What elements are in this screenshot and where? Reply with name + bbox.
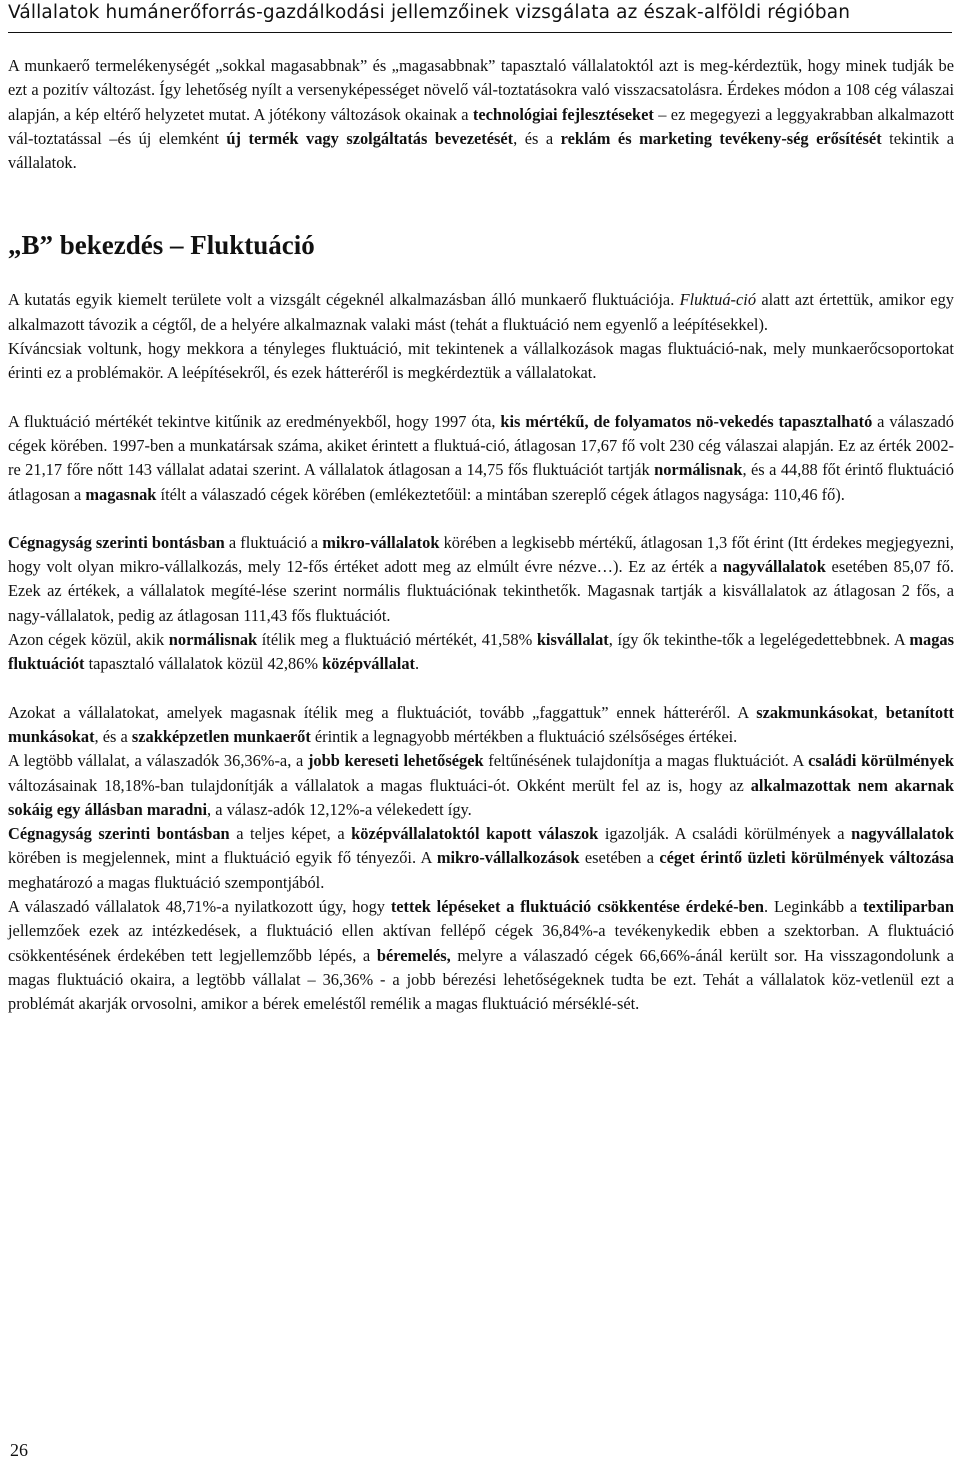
paragraph-text: körében a legkisebb mértékű, átlagosan 1,3 főt érint (Itt érdekes megjegyezni, hogy volt olyan mikro-vállalkozás, mely 12-fős értéket adott meg az elmúlt évre nézve…). Ez az érték a	[8, 532, 954, 577]
paragraph	[8, 54, 954, 175]
paragraph	[8, 288, 954, 337]
bold-text: tettek lépéseket a fluktuáció csökkentése érdeké-ben	[390, 897, 765, 917]
bold-text: betanított munkásokat	[8, 702, 954, 746]
paragraph-text: , és a 44,88 főt érintő fluktuáció átlagosan a	[8, 460, 954, 504]
paragraph	[8, 895, 954, 1016]
bold-text: kis mértékű, de folyamatos nö-vekedés tapasztalható	[500, 411, 873, 431]
paragraph-text: . Leginkább a	[764, 897, 863, 917]
paragraph-text: a fluktuáció a	[224, 532, 323, 552]
paragraph-text: a válaszadó cégek körében. 1997-ben a munkatársak száma, akiket érintett a fluktuá-ció, átlagosan 17,67 fő volt 230 cég válaszai alapján. Ez az érték 2002-re 21,17 főre nőtt 143 vállalat adatai szerint. A vállalatok átlagosan a 14,75 fős fluktuációt tartják	[8, 411, 954, 480]
paragraph-text: – ez megegyezi a leggyakrabban alkalmazott vál-toztatással –és új elemként	[8, 104, 955, 148]
paragraph-text: ítélik meg a fluktuáció mértékét, 41,58%	[257, 630, 537, 650]
paragraph-text: A válaszadó vállalatok 48,71%-a nyilatkozott úgy, hogy	[8, 897, 391, 917]
bold-text: béremelés,	[376, 945, 451, 965]
bold-text: magas fluktuációt	[8, 630, 954, 674]
bold-text: családi körülmények	[808, 751, 954, 771]
paragraph	[8, 337, 954, 386]
paragraph-text: tekintik a vállalatok.	[8, 128, 955, 173]
paragraph	[8, 628, 954, 677]
paragraph-text: a teljes képet, a	[229, 824, 352, 844]
bold-text: középvállalatoktól kapott válaszok	[351, 824, 599, 844]
paragraph-text: feltűnésének tulajdonítja a magas fluktuációt. A	[483, 751, 809, 771]
paragraph-text: melyre a válaszadó cégek 66,66%-ánál került sor. Ha visszagondolunk a magas fluktuáció okaira, a legtöbb vállalat – 36,36% - a jobb bérezési lehetőségeknek tudta be ezt. Tehát a vállalatok köz-vetlenül ezt a problémát akarják orvosolni, amikor a bérek emeléstől remélik a magas fluktuáció mérséklé-sét.	[8, 945, 954, 1014]
bold-text: reklám és marketing tevékeny-ség erősítését	[560, 128, 882, 148]
paragraph	[8, 410, 954, 507]
bold-text: technológiai fejlesztéseket	[472, 104, 654, 124]
paragraph-text: körében is megjelennek, mint a fluktuáció egyik fő tényezői. A	[8, 848, 437, 868]
italic-text: Fluktuá-ció	[679, 290, 757, 310]
bold-text: jobb kereseti lehetőségek	[307, 751, 484, 771]
bold-text: alkalmazottak nem akarnak sokáig egy állásban maradni	[8, 775, 955, 819]
paragraph-text: ítélt a válaszadó cégek körében (emlékeztetőül: a mintában szereplő cégek átlagos nagysága: 110,46 fő).	[156, 484, 845, 504]
paragraph	[8, 822, 954, 895]
paragraph-text: ,	[873, 702, 886, 722]
paragraph	[8, 701, 954, 750]
paragraph-text: , így ők tekinthe-tők a legelégedettebbnek. A	[608, 630, 910, 650]
running-header: Vállalatok humánerőforrás-gazdálkodási jellemzőinek vizsgálata az észak-alföldi régióban	[8, 0, 952, 33]
bold-text: mikro-vállalkozások	[436, 848, 580, 868]
paragraph-text: Azokat a vállalatokat, amelyek magasnak ítélik meg a fluktuációt, tovább „faggattuk” ennek hátteréről. A	[8, 702, 757, 722]
bold-text: Cégnagyság szerinti bontásban	[8, 824, 230, 844]
bold-text: nagyvállalatok	[722, 557, 826, 577]
paragraph-text: igazolják. A családi körülmények a	[598, 824, 852, 844]
document-body	[8, 54, 954, 1017]
paragraph	[8, 531, 954, 628]
paragraph-text: esetében 85,07 fő. Ezek az értékek, a vállalatok megíté-lése szerint normális fluktuációnak tekinthetők. Magasnak tartják a kisvállalatok az átlagosan 2 fős, a nagy-vállalatok, pedig az átlagosan 111,43 fős fluktuációt.	[8, 557, 954, 625]
paragraph-text: érintik a legnagyobb mértékben a fluktuáció szélsőséges értékei.	[310, 726, 738, 746]
bold-text: normálisnak	[168, 630, 258, 650]
paragraph-text: .	[414, 654, 420, 674]
paragraph	[8, 749, 954, 822]
paragraph-text: alatt azt értettük, amikor egy alkalmazott távozik a cégtől, de a helyére alkalmaznak valaki mást (tehát a fluktuáció nem egyenlő a leépítésekkel).	[8, 290, 954, 334]
page-number: 26	[10, 1440, 28, 1460]
paragraph-text: Azon cégek közül, akik	[8, 630, 169, 650]
paragraph-text: A kutatás egyik kiemelt területe volt a vizsgált cégeknél alkalmazásban álló munkaerő fluktuációja.	[8, 290, 680, 310]
paragraph-group-intro	[8, 54, 954, 175]
paragraph-text: , és a	[513, 128, 561, 148]
bold-text: magasnak	[85, 484, 157, 504]
bold-text: céget érintő üzleti körülmények változása	[659, 848, 954, 868]
bold-text: szakképzetlen munkaerőt	[131, 726, 311, 746]
bold-text: Cégnagyság szerinti bontásban	[8, 532, 225, 552]
paragraph-text: változásainak 18,18%-ban tulajdonítják a vállalatok a magas fluktuáci-ót. Okként merült fel az is, hogy az	[8, 775, 751, 795]
bold-text: kisvállalat	[536, 630, 609, 650]
bold-text: középvállalat	[322, 654, 415, 674]
paragraph-text: A munkaerő termelékenységét „sokkal magasabbnak” és „magasabbnak” tapasztaló vállalatoktól azt is meg-kérdeztük, hogy minek tudják be ezt a pozitív változást. Így lehetőség nyílt a versenyképességet növelő vál-toztatásokra való visszacsatolásra. Érdekes módon a 108 cég válaszai alapján, a kép eltérő helyzetet mutat. A jótékony változások okainak a	[8, 56, 954, 124]
bold-text: textiliparban	[862, 897, 955, 917]
bold-text: szakmunkásokat	[756, 702, 874, 722]
bold-text: nagyvállalatok	[851, 824, 954, 844]
paragraph-text: A legtöbb vállalat, a válaszadók 36,36%-a, a	[8, 751, 308, 771]
bold-text: normálisnak	[654, 460, 743, 480]
paragraph-group-fluctuation	[8, 288, 954, 1016]
paragraph-text: , és a	[94, 726, 132, 746]
paragraph-text: , a válasz-adók 12,12%-a vélekedett így.	[207, 799, 472, 819]
bold-text: új termék vagy szolgáltatás bevezetését	[226, 128, 514, 148]
bold-text: mikro-vállalatok	[322, 532, 440, 552]
paragraph-text: jellemzőek ezek az intézkedések, a fluktuáció ellen aktívan fellépő cégek 36,84%-a tevékenykedik ebben a szektorban. A fluktuáció csökkentésének érdekében tett legjellemzőbb lépés, a	[8, 921, 954, 965]
paragraph-text: A fluktuáció mértékét tekintve kitűnik az eredményekből, hogy 1997 óta,	[8, 411, 501, 431]
paragraph-text: esetében a	[579, 848, 660, 868]
paragraph-text: Kíváncsiak voltunk, hogy mekkora a tényleges fluktuáció, mit tekintenek a vállalkozások magas fluktuáció-nak, mely munkaerőcsoportokat érinti ez a problémakör. A leépítésekről, és ezek hátteréről is megkérdeztük a vállalatokat.	[8, 339, 954, 383]
section-heading: „B” bekezdés – Fluktuáció	[8, 230, 315, 261]
paragraph-text: tapasztaló vállalatok közül 42,86%	[84, 654, 323, 674]
paragraph-text: meghatározó a magas fluktuáció szempontjából.	[8, 872, 325, 892]
